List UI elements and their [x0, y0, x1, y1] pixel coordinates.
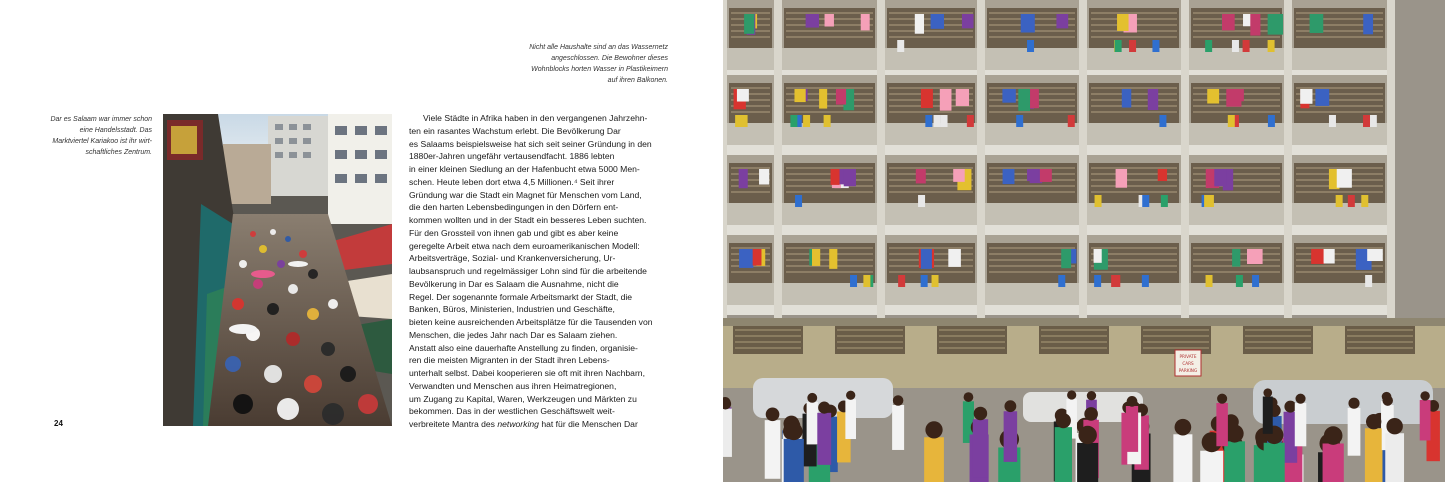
caption-line: angeschlossen. Die Bewohner dieses: [551, 55, 668, 62]
apartment-block-photo: [723, 0, 1445, 482]
body-line: unterhalt selbst. Dabei kooperieren sie oft mit ihren Nachbarn,: [409, 368, 645, 378]
parking-sign: [1175, 350, 1201, 376]
caption-line: Wohnblocks horten Wasser in Plastikeimern: [531, 66, 668, 73]
body-line: ren die meisten Migranten in der Stadt ihren Lebens-: [409, 355, 610, 366]
body-line: bekommen. Das in der westlichen Geschäftswelt weit-: [409, 406, 615, 417]
body-line-tail: hat für die Menschen Dar: [538, 419, 638, 429]
apartment-block-illustration: [723, 0, 1445, 482]
sign-line: CARS: [1182, 361, 1194, 366]
body-line-last: [409, 418, 665, 431]
sign-line: PRIVATE: [1179, 354, 1197, 359]
body-line: Gründung war die Stadt ein Magnet für Menschen vom Land,: [409, 189, 642, 200]
body-line: die den harten Lebensbedingungen in den Dörfern ent-: [409, 202, 619, 213]
body-line-start: verbreitete Mantra des: [409, 419, 495, 429]
body-line: laubsanspruch und regelmässiger Lohn sind für die arbeitende: [409, 266, 647, 276]
body-line: Anstatt also eine dauerhafte Anstellung zu finden, organisie-: [409, 342, 638, 353]
caption-line: auf ihren Balkonen.: [607, 77, 668, 84]
body-line: es Salaams beispielsweise hat sich seit seiner Gründung in den: [409, 138, 652, 149]
market-caption: [40, 114, 152, 158]
italic-term: networking: [497, 419, 539, 429]
body-line: Banken, Büros, Ministerien, Industrien und Geschäfte,: [409, 304, 615, 315]
caption-line: Dar es Salaam war immer schon: [50, 116, 152, 123]
body-line: um Zugang zu Kapital, Waren, Werkzeugen und Märkten zu: [409, 393, 637, 404]
page-number: 24: [54, 419, 63, 428]
body-line: geregelte Arbeit etwa nach dem euroamerikanischen Modell:: [409, 240, 640, 251]
body-line: bieten keine ausreichenden Arbeitsplätze für die Tausenden von: [409, 317, 653, 327]
caption-line: Nicht alle Haushalte sind an das Wassernetz: [529, 44, 668, 51]
caption-line: Marktviertel Kariakoo ist ihr wirt-: [52, 138, 152, 145]
body-line: Verwandten und Menschen aus ihren Heimatregionen,: [409, 380, 617, 391]
body-line: schen. Heute leben dort etwa 4,5 Millionen.⁴ Seit ihrer: [409, 176, 615, 187]
caption-line: eine Handelsstadt. Das: [79, 127, 152, 134]
caption-line: schaftliches Zentrum.: [85, 149, 152, 156]
body-line: Regel. Der sogenannte formale Arbeitsmarkt der Stadt, die: [409, 291, 633, 302]
body-line: Menschen, die jedes Jahr nach Dar es Salaam ziehen.: [409, 329, 618, 340]
market-street-photo: [163, 114, 392, 426]
sign-line: PARKING: [1178, 368, 1198, 373]
body-text: [409, 112, 665, 431]
body-line: kommen wollten und in der Stadt ein besseres Leben suchten.: [409, 215, 647, 225]
body-line: 1880er-Jahren ungefähr vertausendfacht. 1886 lebten: [409, 151, 615, 162]
balcony-caption: [470, 42, 668, 86]
body-line: in einer kleinen Siedlung an der Hafenbucht etwa 5000 Men-: [409, 164, 640, 174]
body-line: Bevölkerung in Dar es Salaam die Ausnahme, nicht die: [409, 278, 619, 289]
body-line: Arbeitsverträge, Sozial- und Krankenversicherung, Ur-: [409, 253, 616, 264]
body-line: Für den Grossteil von ihnen gab und gibt es aber keine: [409, 227, 619, 238]
market-street-illustration: [163, 114, 392, 426]
body-line: Viele Städte in Afrika haben in den vergangenen Jahrzehn-: [423, 113, 648, 123]
body-line: ten ein rasantes Wachstum erlebt. Die Bevölkerung Dar: [409, 125, 621, 136]
